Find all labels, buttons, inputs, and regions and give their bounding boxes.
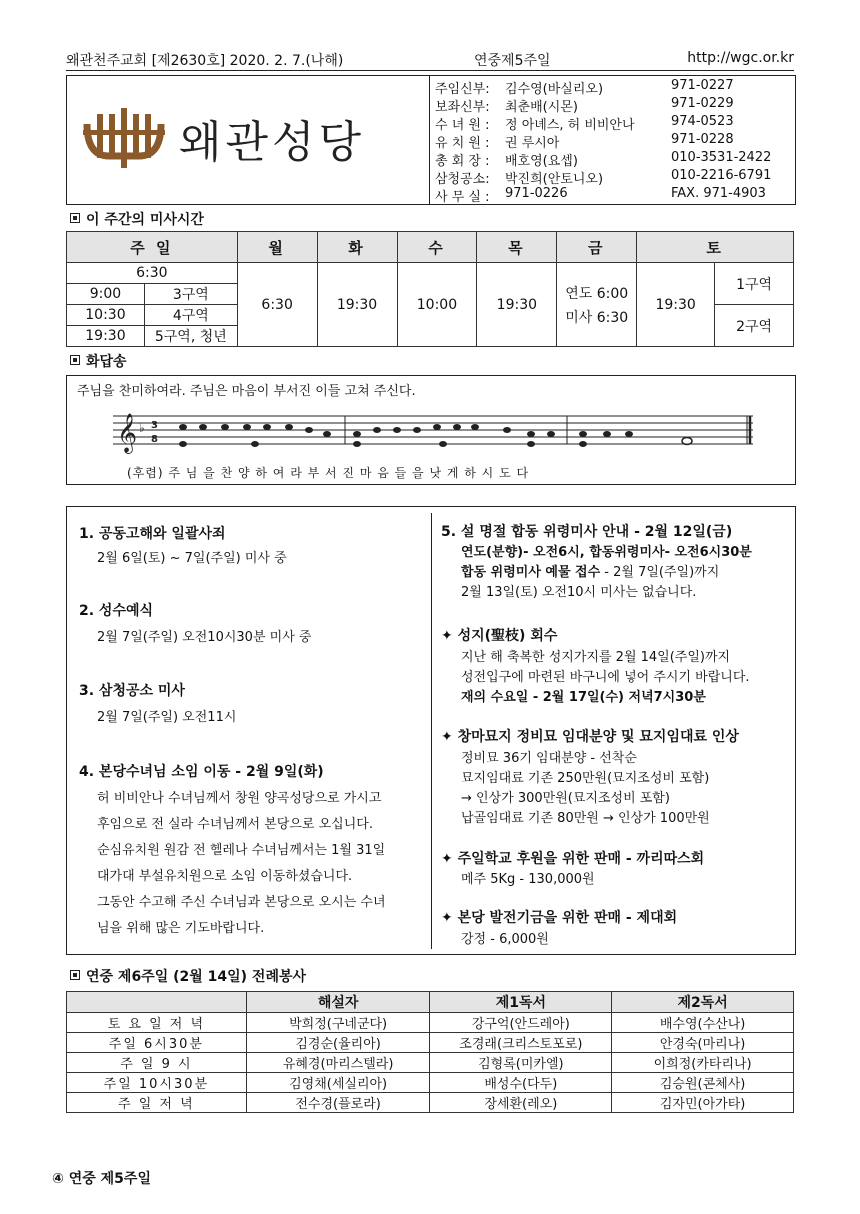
staff-role: 수 녀 원 :	[435, 118, 490, 133]
notice-4-line: 허 비비안나 수녀님께서 창원 양곡성당으로 가시고	[97, 791, 382, 806]
notice-2-line: 2월 7일(주일) 오전10시30분 미사 중	[97, 630, 312, 645]
commentator: 김영채(세실리아)	[246, 1073, 430, 1093]
table-row	[67, 1093, 794, 1113]
staff-row	[435, 132, 791, 150]
second-reader: 안경숙(마리나)	[612, 1033, 794, 1053]
liturgy-header: 해설자	[246, 992, 430, 1013]
mass-slot: 주일 10시30분	[67, 1073, 247, 1093]
notice-4-line: 후임으로 전 실라 수녀님께서 본당으로 오십니다.	[97, 817, 373, 832]
table-row	[67, 1073, 794, 1093]
mass-slot: 주 일 저 녁	[67, 1093, 247, 1113]
notice-5-line: 연도(분향)- 오전6시, 합동위령미사- 오전6시30분	[461, 545, 752, 560]
staff-row	[435, 186, 791, 204]
sunday-first-mass: 6:30	[67, 263, 238, 284]
bullet-notice-sale-1-title	[441, 848, 704, 868]
website-link[interactable]: http://wgc.or.kr	[687, 50, 794, 66]
staff-row	[435, 78, 791, 96]
column-divider	[431, 513, 432, 949]
page-footer: ④ 연중 제5주일	[52, 1171, 151, 1187]
commentator: 박희정(구네군다)	[246, 1013, 430, 1033]
liturgy-header: 제1독서	[430, 992, 612, 1013]
staff-row	[435, 168, 791, 186]
header-monday: 월	[237, 232, 317, 263]
liturgy-header	[67, 992, 247, 1013]
commentator: 김경순(율리아)	[246, 1033, 430, 1053]
notice-5-highlight: 합동 위령미사 예물 접수	[461, 565, 601, 580]
notice-4-line: 님을 위해 많은 기도바랍니다.	[97, 921, 265, 936]
cemetery-line: 정비묘 36기 임대분양 - 선착순	[461, 751, 637, 766]
staff-name: 박진희(안토니오)	[505, 172, 604, 187]
mass-times-table	[66, 231, 794, 347]
staff-phone: 974-0523	[671, 114, 734, 129]
svg-text:8: 8	[151, 434, 158, 445]
sale-1-title-text: 주일학교 후원을 위한 판매 - 까리따스회	[457, 851, 705, 867]
second-reader: 김자민(아가타)	[612, 1093, 794, 1113]
parish-name-logo: 왜관성당	[179, 117, 366, 168]
friday-mass: 미사 6:30	[565, 309, 629, 326]
star-bullet-icon: ✦	[441, 628, 453, 644]
cemetery-line: 납골임대료 기존 80만원 → 인상가 100만원	[461, 811, 710, 826]
mass-slot: 토 요 일 저 녁	[67, 1013, 247, 1033]
second-reader: 배수영(수산나)	[612, 1013, 794, 1033]
staff-phone: 971-0229	[671, 96, 734, 111]
liturgy-title-text: 연중 제6주일 (2월 14일) 전례봉사	[86, 969, 307, 985]
first-reader: 김형록(미카엘)	[430, 1053, 612, 1073]
table-row	[67, 1053, 794, 1073]
star-bullet-icon: ✦	[441, 910, 453, 926]
square-bullet-icon	[70, 355, 80, 365]
second-reader: 김승원(콘체사)	[612, 1073, 794, 1093]
staff-role: 사 무 실 :	[435, 190, 490, 205]
staff-name: 정 아녜스, 허 비비안나	[505, 118, 635, 133]
palm-line: 지난 해 축복한 성지가지를 2월 14일(주일)까지	[461, 650, 731, 665]
mass-slot: 주일 6시30분	[67, 1033, 247, 1053]
star-bullet-icon: ✦	[441, 729, 453, 745]
notice-5-line-rest: - 2월 7일(주일)까지	[600, 565, 720, 580]
sunday-time: 19:30	[67, 326, 145, 347]
friday-times	[557, 263, 637, 347]
commentator: 유혜경(마리스텔라)	[246, 1053, 430, 1073]
notice-4-line: 대가대 부설유치원으로 소임 이동하셨습니다.	[97, 869, 353, 884]
sunday-time: 10:30	[67, 305, 145, 326]
first-reader: 장세환(레오)	[430, 1093, 612, 1113]
header-thursday: 목	[477, 232, 557, 263]
hymn-box	[66, 375, 796, 485]
notice-3-title: 3. 삼청공소 미사	[79, 683, 185, 699]
notice-4-line: 그동안 수고해 주신 수녀님과 본당으로 오시는 수녀	[97, 895, 386, 910]
staff-row	[435, 150, 791, 168]
mass-section-title	[70, 209, 204, 229]
staff-name: 최춘배(시몬)	[505, 100, 578, 115]
sale-2-line: 강정 - 6,000원	[461, 932, 549, 947]
staff-role: 주임신부:	[435, 82, 490, 97]
commentator: 전수경(플로라)	[246, 1093, 430, 1113]
star-bullet-icon: ✦	[441, 851, 453, 867]
hymn-lyrics: (후렴) 주 님 을 찬 양 하 여 라 부 서 진 마 음 들 을 낫 게 하 시 도 다	[127, 466, 530, 480]
notice-2-title: 2. 성수예식	[79, 603, 154, 619]
hymn-title-text: 화답송	[86, 354, 127, 370]
hymn-refrain-text: 주님을 찬미하여라. 주님은 마음이 부서진 이들 고쳐 주신다.	[77, 384, 416, 399]
header-wednesday: 수	[397, 232, 477, 263]
staff-role: 삼청공소:	[435, 172, 490, 187]
square-bullet-icon	[70, 970, 80, 980]
sunday-group: 5구역, 청년	[144, 326, 237, 347]
sunday-time: 9:00	[67, 284, 145, 305]
staff-role: 유 치 원 :	[435, 136, 490, 151]
notice-5-line	[461, 561, 719, 580]
header-box	[66, 75, 796, 205]
staff-phone: 971-0228	[671, 132, 734, 147]
staff-phone: 010-3531-2422	[671, 150, 772, 165]
friday-vigil: 연도 6:00	[565, 285, 629, 302]
ash-wednesday-line: 재의 수요일 - 2월 17일(수) 저녁7시30분	[461, 690, 706, 705]
hymn-section-title	[70, 351, 127, 371]
sunday-group: 4구역	[144, 305, 237, 326]
cemetery-title-text: 창마묘지 정비묘 임대분양 및 묘지임대료 인상	[457, 729, 739, 745]
square-bullet-icon	[70, 213, 80, 223]
monday-time: 6:30	[237, 263, 317, 347]
first-reader: 조경래(크리스토포로)	[430, 1033, 612, 1053]
bullet-notice-sale-2-title	[441, 907, 677, 927]
bullet-notice-cemetery-title	[441, 726, 739, 746]
first-reader: 강구억(안드레아)	[430, 1013, 612, 1033]
mass-slot: 주 일 9 시	[67, 1053, 247, 1073]
staff-directory	[435, 78, 791, 204]
parish-logo-icon	[79, 104, 169, 174]
header-sunday: 주 일	[67, 232, 238, 263]
staff-row	[435, 114, 791, 132]
notice-5-line: 2월 13일(토) 오전10시 미사는 없습니다.	[461, 585, 697, 600]
season-label: 연중제5주일	[474, 53, 551, 69]
staff-row	[435, 96, 791, 114]
first-reader: 배성수(다두)	[430, 1073, 612, 1093]
staff-phone: FAX. 971-4903	[671, 186, 766, 201]
notice-5-title: 5. 설 명절 합동 위령미사 안내 - 2월 12일(금)	[441, 524, 733, 540]
wednesday-time: 10:00	[397, 263, 477, 347]
palm-line: 성전입구에 마련된 바구니에 넣어 주시기 바랍니다.	[461, 670, 750, 685]
sale-2-title-text: 본당 발전기금을 위한 판매 - 제대회	[457, 910, 678, 926]
table-row	[67, 1033, 794, 1053]
notice-4-line: 순심유치원 원감 전 헬레나 수녀님께서는 1월 31일	[97, 843, 386, 858]
staff-role: 총 회 장 :	[435, 154, 490, 169]
staff-phone: 971-0227	[671, 78, 734, 93]
table-row	[67, 1013, 794, 1033]
sunday-group: 3구역	[144, 284, 237, 305]
liturgy-section-title	[70, 966, 306, 986]
issue-info: 왜관천주교회 [제2630호] 2020. 2. 7.(나해)	[66, 53, 344, 69]
notice-1-line: 2월 6일(토) ~ 7일(주일) 미사 중	[97, 551, 287, 566]
tuesday-time: 19:30	[317, 263, 397, 347]
cemetery-line: 묘지임대료 기존 250만원(묘지조성비 포함)	[461, 771, 710, 786]
sale-1-line: 메주 5Kg - 130,000원	[461, 872, 595, 887]
cemetery-line: → 인상가 300만원(묘지조성비 포함)	[461, 791, 670, 806]
liturgy-header: 제2독서	[612, 992, 794, 1013]
staff-name: 김수영(바실리오)	[505, 82, 604, 97]
header-tuesday: 화	[317, 232, 397, 263]
notice-3-line: 2월 7일(주일) 오전11시	[97, 710, 237, 725]
notices-box	[66, 506, 796, 955]
notice-1-title: 1. 공동고해와 일괄사죄	[79, 526, 226, 542]
saturday-time: 19:30	[637, 263, 715, 347]
palm-title-text: 성지(聖枝) 회수	[457, 628, 558, 644]
staff-role: 보좌신부:	[435, 100, 490, 115]
staff-name: 배호영(요셉)	[505, 154, 578, 169]
liturgy-service-table	[66, 991, 794, 1113]
logo-area	[67, 76, 430, 204]
second-reader: 이희정(카타리나)	[612, 1053, 794, 1073]
saturday-group-2: 2구역	[715, 305, 794, 347]
staff-phone: 010-2216-6791	[671, 168, 772, 183]
header-friday: 금	[557, 232, 637, 263]
svg-text:3: 3	[151, 420, 158, 431]
music-staff-icon	[113, 406, 753, 462]
svg-text:𝄞: 𝄞	[117, 413, 138, 453]
staff-name: 권 루시아	[505, 136, 560, 151]
svg-text:♭: ♭	[139, 421, 145, 435]
notice-4-title: 4. 본당수녀님 소임 이동 - 2월 9일(화)	[79, 764, 324, 780]
bullet-notice-palm-title	[441, 625, 557, 645]
staff-name: 971-0226	[505, 186, 568, 201]
saturday-group-1: 1구역	[715, 263, 794, 305]
mass-title-text: 이 주간의 미사시간	[86, 212, 204, 228]
bulletin-top-bar	[66, 48, 794, 71]
thursday-time: 19:30	[477, 263, 557, 347]
header-saturday: 토	[637, 232, 794, 263]
